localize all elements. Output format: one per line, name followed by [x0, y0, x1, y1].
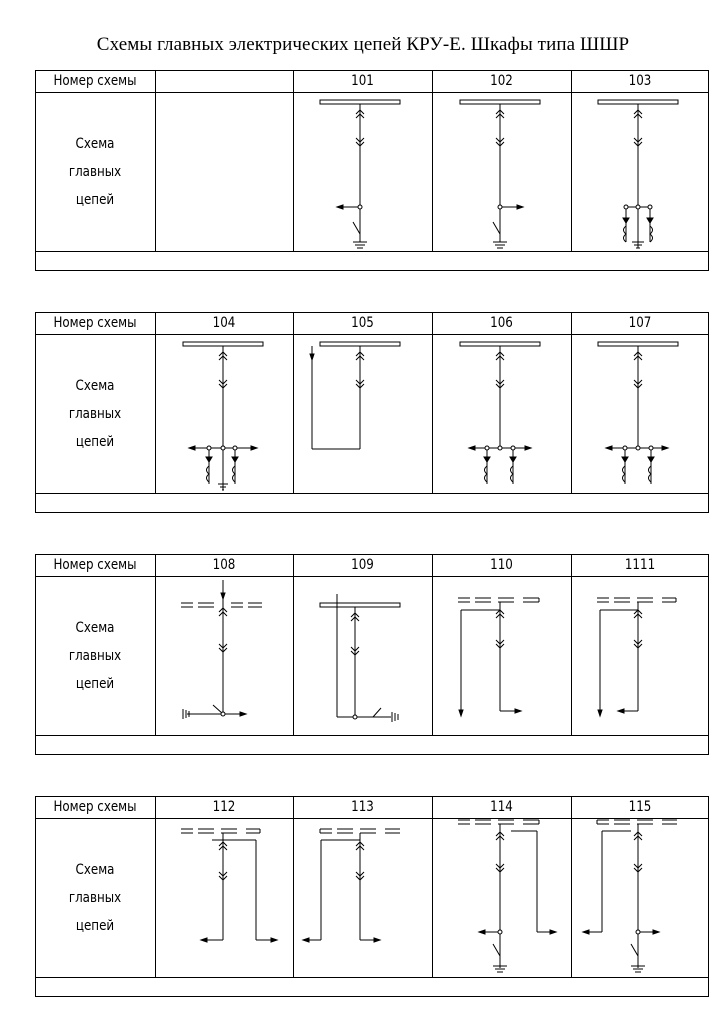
- scheme-number-cell: 110: [490, 557, 513, 573]
- circuit-diagram-115: [35, 796, 709, 998]
- scheme-number-header: Номер схемы: [53, 557, 137, 573]
- scheme-number-cell: 113: [351, 799, 374, 815]
- scheme-number-cell: 106: [490, 315, 513, 331]
- circuit-diagram-103: [35, 70, 709, 272]
- scheme-number-cell: 109: [351, 557, 374, 573]
- scheme-number-cell: 101: [351, 73, 374, 89]
- scheme-number-cell: 115: [628, 799, 652, 815]
- scheme-number-cell: 105: [351, 315, 374, 331]
- scheme-number-cell: 107: [628, 315, 652, 331]
- row-label: Схема главных цепей: [68, 136, 122, 208]
- circuit-diagram-107: [35, 312, 709, 514]
- scheme-number-header: Номер схемы: [53, 315, 137, 331]
- scheme-number-cell: 1111: [624, 557, 656, 573]
- page-title: Схемы главных электрических цепей КРУ-Е. Шкафы типа ШШР: [96, 34, 630, 55]
- scheme-number-cell: 104: [212, 315, 236, 331]
- scheme-number-cell: 114: [490, 799, 513, 815]
- circuit-diagram-1111: [35, 554, 709, 756]
- scheme-number-cell: 108: [212, 557, 236, 573]
- scheme-number-header: Номер схемы: [53, 73, 137, 89]
- scheme-number-cell: 103: [628, 73, 652, 89]
- row-label: Схема главных цепей: [68, 862, 122, 934]
- scheme-number-header: Номер схемы: [53, 799, 137, 815]
- scheme-number-cell: 102: [490, 73, 513, 89]
- row-label: Схема главных цепей: [68, 620, 122, 692]
- row-label: Схема главных цепей: [68, 378, 122, 450]
- scheme-number-cell: 112: [212, 799, 236, 815]
